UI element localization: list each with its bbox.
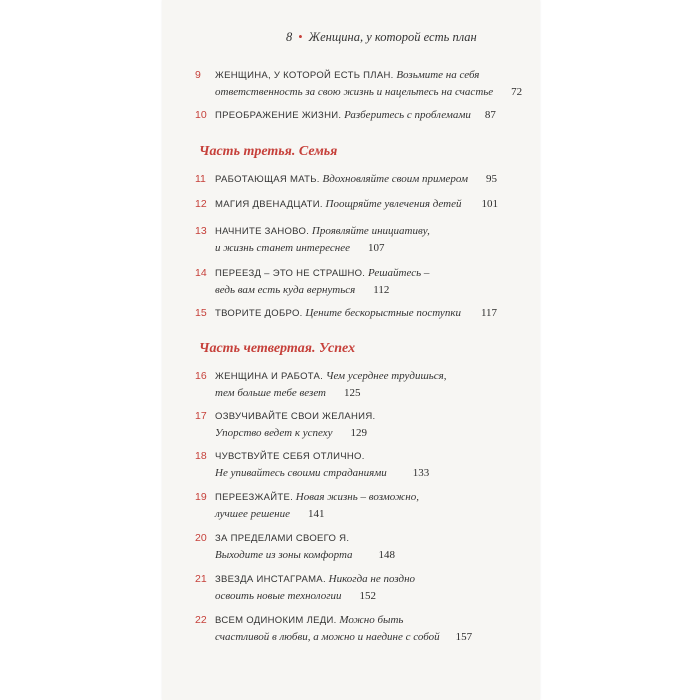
chapter-title: НАЧНИТЕ ЗАНОВО. (215, 226, 310, 237)
toc-entry-17 (197, 408, 375, 441)
page-ref: 112 (373, 284, 390, 296)
chapter-subtitle: Проявляйте инициативу, (311, 225, 430, 237)
toc-entry-16 (197, 368, 447, 401)
chapter-subtitle-cont: ответственность за свою жизнь и нацельтесь на счастье (215, 86, 494, 98)
toc-entry-22 (197, 612, 472, 645)
chapter-subtitle: Никогда не поздно (328, 573, 416, 585)
running-header (286, 30, 477, 45)
part-heading-3: Часть третья. Семья (199, 144, 338, 159)
chapter-number: 10 (195, 109, 207, 121)
chapter-number: 15 (195, 307, 207, 319)
toc-entry-12 (197, 196, 498, 213)
page-ref: 117 (480, 307, 498, 319)
chapter-number: 22 (195, 614, 207, 626)
chapter-number: 18 (195, 450, 207, 462)
chapter-subtitle: Возьмите на себя (396, 69, 480, 81)
chapter-title: ОЗВУЧИВАЙТЕ СВОИ ЖЕЛАНИЯ. (215, 411, 376, 422)
chapter-title: ЖЕНЩИНА И РАБОТА. (215, 371, 324, 382)
toc-entry-14 (197, 265, 429, 298)
header-title: Женщина, у которой есть план (308, 30, 477, 44)
chapter-subtitle: Цените бескорыстные поступки (305, 307, 461, 319)
chapter-title: ПЕРЕЕЗЖАЙТЕ. (215, 492, 294, 503)
chapter-title: РАБОТАЮЩАЯ МАТЬ. (215, 174, 320, 185)
toc-entry-9 (197, 67, 522, 100)
chapter-title: ЗВЕЗДА ИНСТАГРАМА. (215, 574, 326, 585)
chapter-subtitle: Разберитесь с проблемами (344, 109, 471, 121)
toc-entry-10 (197, 107, 496, 124)
chapter-number: 20 (195, 532, 207, 544)
chapter-title: ТВОРИТЕ ДОБРО. (215, 308, 303, 319)
page-ref: 152 (359, 590, 376, 602)
page-number: 8 (286, 30, 293, 44)
chapter-subtitle: Можно быть (339, 614, 404, 626)
chapter-subtitle-cont: счастливой в любви, а можно и наедине с собой (215, 631, 440, 643)
chapter-title: ВСЕМ ОДИНОКИМ ЛЕДИ. (215, 615, 337, 626)
chapter-number: 9 (195, 69, 201, 81)
chapter-number: 11 (195, 173, 206, 185)
chapter-subtitle: Новая жизнь – возможно, (295, 491, 419, 503)
chapter-title: МАГИЯ ДВЕНАДЦАТИ. (215, 199, 323, 210)
chapter-subtitle: Вдохновляйте своим примером (322, 173, 469, 185)
chapter-subtitle-cont: освоить новые технологии (215, 590, 342, 602)
page-ref: 95 (486, 173, 498, 185)
chapter-title: ПЕРЕЕЗД – ЭТО НЕ СТРАШНО. (215, 268, 366, 279)
page-ref: 125 (344, 387, 361, 399)
chapter-number: 14 (195, 267, 207, 279)
chapter-subtitle: Упорство ведет к успеху (215, 427, 333, 439)
chapter-subtitle: Поощряйте увлечения детей (325, 198, 462, 210)
chapter-title: ПРЕОБРАЖЕНИЕ ЖИЗНИ. (215, 110, 342, 121)
chapter-subtitle-cont: тем больше тебе везет (215, 387, 327, 399)
chapter-subtitle-cont: и жизнь станет интереснее (215, 242, 350, 254)
toc-entry-13 (197, 223, 430, 256)
separator-dot: • (298, 30, 303, 44)
chapter-subtitle: Выходите из зоны комфорта (215, 549, 353, 561)
chapter-title: ЗА ПРЕДЕЛАМИ СВОЕГО Я. (215, 533, 350, 544)
toc-entry-19 (197, 489, 419, 522)
chapter-title: ЖЕНЩИНА, У КОТОРОЙ ЕСТЬ ПЛАН. (215, 70, 394, 81)
chapter-number: 17 (195, 410, 207, 422)
toc-entry-15 (197, 305, 497, 322)
page-ref: 141 (308, 508, 325, 520)
page-ref: 101 (481, 198, 499, 210)
page-ref: 133 (412, 467, 430, 479)
chapter-number: 21 (195, 573, 207, 585)
chapter-subtitle: Не упивайтесь своими страданиями (215, 467, 387, 479)
chapter-number: 12 (195, 198, 207, 210)
chapter-number: 19 (195, 491, 207, 503)
chapter-number: 13 (195, 225, 207, 237)
chapter-subtitle: Решайтесь – (368, 267, 430, 279)
page-ref: 148 (378, 549, 396, 561)
chapter-subtitle-cont: лучшее решение (215, 508, 291, 520)
toc-entry-21 (197, 571, 415, 604)
toc-entry-11 (197, 171, 497, 188)
toc-entry-18 (197, 448, 429, 481)
page-ref: 87 (484, 109, 496, 121)
part-heading-4: Часть четвертая. Успех (199, 341, 356, 356)
toc-entry-20 (197, 530, 395, 563)
page-ref: 129 (350, 427, 367, 439)
chapter-title: ЧУВСТВУЙТЕ СЕБЯ ОТЛИЧНО. (215, 451, 365, 462)
page-ref: 107 (367, 242, 385, 254)
chapter-subtitle-cont: ведь вам есть куда вернуться (215, 284, 356, 296)
page-ref: 72 (511, 86, 523, 98)
chapter-number: 16 (195, 370, 207, 382)
chapter-subtitle: Чем усерднее трудишься, (325, 370, 447, 382)
page-ref: 157 (455, 631, 473, 643)
